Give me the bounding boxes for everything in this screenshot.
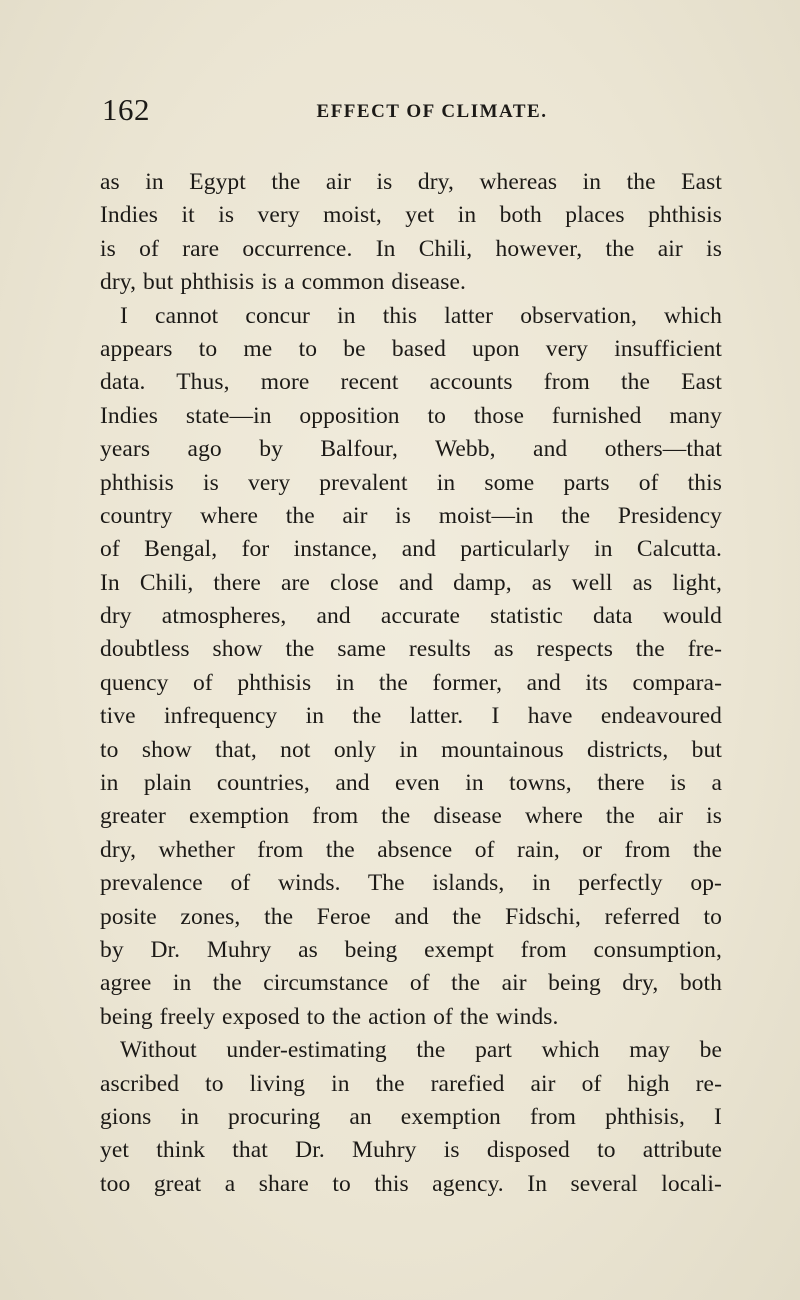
text-line: Indies it is very moist, yet in both places phthisis: [100, 202, 722, 229]
text-line: in plain countries, and even in towns, there is a: [100, 770, 722, 797]
page-header: [102, 92, 722, 132]
text-line: prevalence of winds. The islands, in perfectly op-: [100, 870, 722, 897]
text-line: Without under-estimating the part which may be: [120, 1037, 722, 1064]
text-line: Indies state—in opposition to those furnished many: [100, 402, 722, 429]
text-line: years ago by Balfour, Webb, and others—that: [100, 436, 722, 463]
text-line: dry, whether from the absence of rain, or from the: [100, 836, 722, 863]
text-line: yet think that Dr. Muhry is disposed to attribute: [100, 1137, 722, 1164]
text-line: agree in the circumstance of the air being dry, both: [100, 970, 722, 997]
page-number: 162: [102, 92, 150, 127]
text-line: phthisis is very prevalent in some parts of this: [100, 469, 722, 496]
running-title: EFFECT OF CLIMATE.: [316, 101, 548, 122]
text-line: country where the air is moist—in the Presidency: [100, 502, 722, 529]
body-text: [100, 166, 722, 1201]
text-line: doubtless show the same results as respects the fre-: [100, 636, 722, 663]
text-line: as in Egypt the air is dry, whereas in the East: [100, 169, 722, 195]
text-line: data. Thus, more recent accounts from the East: [100, 369, 722, 396]
text-line: quency of phthisis in the former, and its compara-: [100, 669, 722, 696]
text-line: by Dr. Muhry as being exempt from consumption,: [100, 936, 722, 963]
text-line: appears to me to be based upon very insufficient: [100, 335, 722, 362]
text-line: posite zones, the Feroe and the Fidschi, referred to: [100, 903, 722, 930]
text-line: tive infrequency in the latter. I have endeavoured: [100, 703, 722, 730]
text-line: to show that, not only in mountainous districts, but: [100, 736, 722, 763]
text-line: ascribed to living in the rarefied air of high re-: [100, 1070, 722, 1097]
text-line: of Bengal, for instance, and particularly in Calcutta.: [100, 536, 722, 563]
text-line: gions in procuring an exemption from phthisis, I: [100, 1103, 722, 1130]
text-line: greater exemption from the disease where the air is: [100, 803, 722, 830]
text-line: is of rare occurrence. In Chili, however, the air is: [100, 235, 722, 262]
text-line: In Chili, there are close and damp, as well as light,: [100, 569, 722, 596]
text-line: being freely exposed to the action of the winds.: [100, 1003, 559, 1030]
text-line: dry, but phthisis is a common disease.: [100, 269, 466, 296]
text-line: I cannot concur in this latter observation, which: [120, 302, 722, 329]
text-line: dry atmospheres, and accurate statistic data would: [100, 603, 722, 630]
text-line: too great a share to this agency. In several locali-: [100, 1170, 722, 1197]
